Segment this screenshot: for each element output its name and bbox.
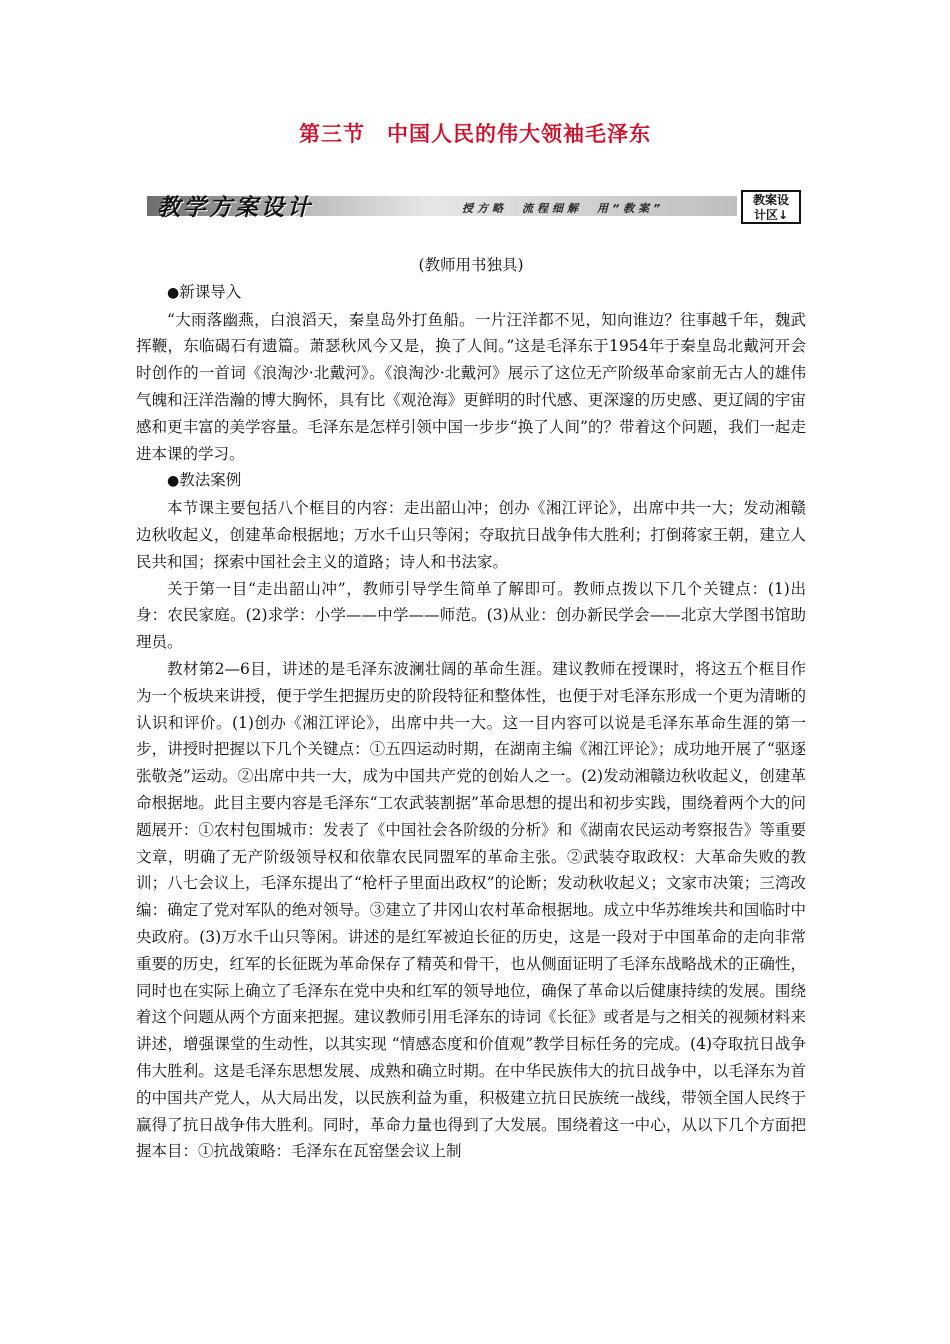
page-title: 第三节 中国人民的伟大领袖毛泽东 bbox=[299, 122, 651, 146]
paragraph: “大雨落幽燕，白浪滔天，秦皇岛外打鱼船。一片汪洋都不见，知向谁边？往事越千年，魏武挥鞭，东临碣石有遗篇。萧瑟秋风今又是，换了人间。”这是毛泽东于1954年于秦皇岛北戴河开会时创作的一首词《浪淘沙·北戴河》。《浪淘沙·北戴河》展示了这位无产阶级革命家前无古人的雄伟气魄和汪洋浩瀚的博大胸怀，具有比《观沧海》更鲜明的时代感、更深邃的历史感、更辽阔的宇宙感和更丰富的美学容量。毛泽东是怎样引领中国一步步“换了人间”的？带着这个问题，我们一起走进本课的学习。 bbox=[136, 310, 806, 463]
paragraph: 关于第一目“走出韶山冲”，教师引导学生简单了解即可。教师点拨以下几个关键点：(1)出身：农民家庭。(2)求学：小学——中学——师范。(3)从业：创办新民学会——北京大学图书馆助理员。 bbox=[136, 579, 806, 652]
section-heading bbox=[136, 467, 806, 495]
banner-title: 教学方案设计 bbox=[157, 194, 313, 221]
banner-box bbox=[741, 190, 801, 224]
section-heading-text: 教法案例 bbox=[179, 471, 242, 490]
banner-box-line2: 计区↓ bbox=[753, 208, 789, 222]
section-heading bbox=[136, 279, 806, 307]
bullet-dot-icon: ● bbox=[167, 473, 180, 490]
section-banner bbox=[147, 190, 802, 222]
subtitle: (教师用书独具) bbox=[418, 256, 524, 274]
banner-tagline: 授方略 流程细解 用“教案” bbox=[462, 202, 665, 215]
bullet-dot-icon: ● bbox=[167, 284, 180, 301]
banner-box-line1: 教案设 bbox=[752, 193, 789, 207]
section-heading-text: 新课导入 bbox=[179, 282, 242, 301]
paragraph: 教材第2—6目，讲述的是毛泽东波澜壮阔的革命生涯。建议教师在授课时，将这五个框目作为一个板块来讲授，便于学生把握历史的阶段特征和整体性，也便于对毛泽东形成一个更为清晰的认识和评价。(1)创办《湘江评论》，出席中共一大。这一目内容可以说是毛泽东革命生涯的第一步，讲授时把握以下几个关键点：①五四运动时期，在湖南主编《湘江评论》；成功地开展了“驱逐张敬尧”运动。②出席中共一大，成为中国共产党的创始人之一。(2)发动湘赣边秋收起义，创建革命根据地。此目主要内容是毛泽东“工农武装割据”革命思想的提出和初步实践，围绕着两个大的问题展开：①农村包围城市：发表了《中国社会各阶级的分析》和《湖南农民运动考察报告》等重要文章，明确了无产阶级领导权和依靠农民同盟军的革命主张。②武装夺取政权：大革命失败的教训；八七会议上，毛泽东提出了“枪杆子里面出政权”的论断；发动秋收起义；文家市决策；三湾改编：确定了党对军队的绝对领导。③建立了井冈山农村革命根据地。成立中华苏维埃共和国临时中央政府。(3)万水千山只等闲。讲述的是红军被迫长征的历史，这是一段对于中国革命的走向非常重要的历史，红军的长征既为革命保存了精英和骨干，也从侧面证明了毛泽东战略战术的正确性，同时也在实际上确立了毛泽东在党中央和红军的领导地位，确保了革命以后健康持续的发展。围绕着这个问题从两个方面来把握。建议教师引用毛泽东的诗词《长征》或者是与之相关的视频材料来讲述，增强课堂的生动性，以其实现 “情感态度和价值观”教学目标任务的完成。(4)夺取抗日战争伟大胜利。这是毛泽东思想发展、成熟和确立时期。在中华民族伟大的抗日战争中，以毛泽东为首的中国共产党人，从大局出发，以民族利益为重，积极建立抗日民族统一战线，带领全国人民终于赢得了抗日战争伟大胜利。同时，革命力量也得到了大发展。围绕着这一中心，从以下几个方面把握本目：①抗战策略：毛泽东在瓦窑堡会议上制 bbox=[136, 659, 806, 1161]
paragraph: 本节课主要包括八个框目的内容：走出韶山冲；创办《湘江评论》，出席中共一大；发动湘赣边秋收起义，创建革命根据地；万水千山只等闲；夺取抗日战争伟大胜利；打倒蒋家王朝，建立人民共和国；探索中国社会主义的道路；诗人和书法家。 bbox=[136, 499, 806, 571]
document-body bbox=[136, 252, 806, 1165]
